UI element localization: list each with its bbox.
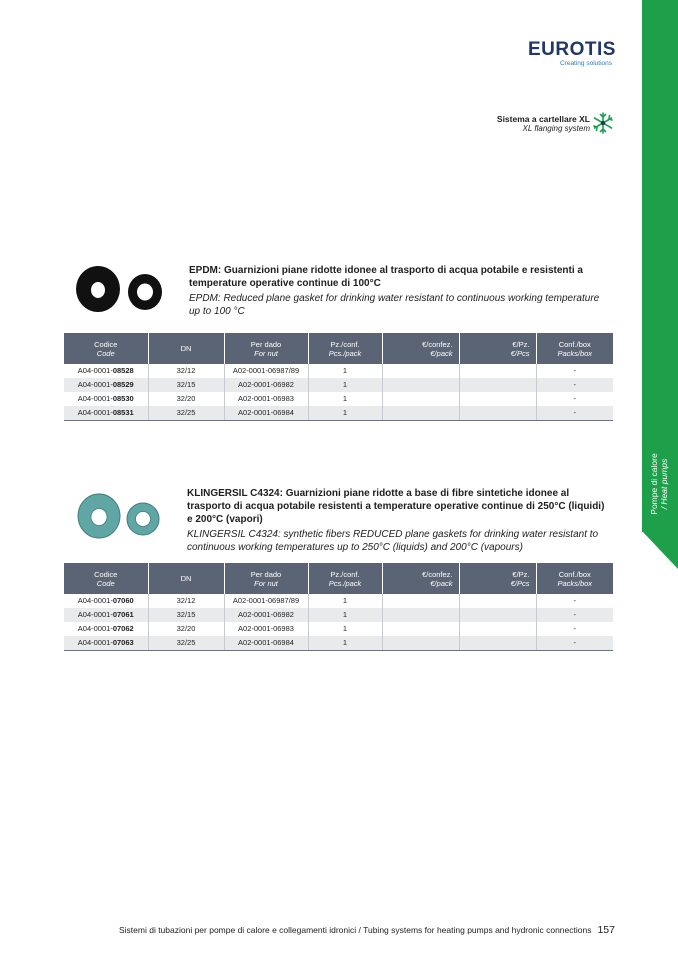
- klingersil-gasket-image: [76, 492, 162, 542]
- section-klingersil-title-en: KLINGERSIL C4324: synthetic fibers REDUCED plane gaskets for drinking water resistant to continuous working temperatures up to 250°C (liquids) and 200°C (vapours): [187, 529, 599, 553]
- cell-code: A04-0001-07062: [64, 622, 148, 636]
- section-klingersil-description: [187, 487, 607, 554]
- cell-box: -: [536, 378, 613, 392]
- side-tab-line1: Pompe di calore: [649, 453, 659, 515]
- system-title-en: XL flanging system: [522, 124, 590, 133]
- header-code: Codice Code: [64, 333, 148, 364]
- cell-nut: A02-0001-06982: [224, 608, 308, 622]
- cell-pcs: 1: [308, 608, 382, 622]
- cell-eur-pack: [382, 636, 459, 651]
- cell-eur-pack: [382, 364, 459, 378]
- cell-dn: 32/12: [148, 364, 224, 378]
- cell-dn: 32/20: [148, 392, 224, 406]
- cell-eur-pack: [382, 622, 459, 636]
- cell-pcs: 1: [308, 636, 382, 651]
- header-eur-pcs: €/Pz. €/Pcs: [459, 563, 536, 594]
- cell-dn: 32/20: [148, 622, 224, 636]
- cell-nut: A02-0001-06984: [224, 406, 308, 421]
- snowflake-sun-icon: [591, 111, 615, 135]
- cell-code: A04-0001-07061: [64, 608, 148, 622]
- cell-pcs: 1: [308, 378, 382, 392]
- header-code: Codice Code: [64, 563, 148, 594]
- cell-eur-pcs: [459, 392, 536, 406]
- cell-eur-pcs: [459, 364, 536, 378]
- footer-text: Sistemi di tubazioni per pompe di calore e collegamenti idronici / Tubing systems for heating pumps and hydronic connections: [118, 925, 592, 935]
- side-tab-label: [629, 453, 678, 515]
- cell-nut: A02-0001-06983: [224, 392, 308, 406]
- cell-eur-pcs: [459, 594, 536, 608]
- system-title-it: Sistema a cartellare XL: [496, 114, 590, 124]
- header-packs-box: Conf./box Packs/box: [536, 333, 613, 364]
- brand-logo: [528, 40, 616, 70]
- cell-code: A04-0001-08529: [64, 378, 148, 392]
- brand-tagline: Creating solutions: [559, 60, 612, 67]
- cell-eur-pack: [382, 392, 459, 406]
- cell-eur-pack: [382, 406, 459, 421]
- header-eur-pack: €/confez. €/pack: [382, 333, 459, 364]
- cell-dn: 32/15: [148, 608, 224, 622]
- table-row: [64, 406, 613, 421]
- table-row: [64, 364, 613, 378]
- cell-code: A04-0001-08528: [64, 364, 148, 378]
- cell-eur-pcs: [459, 378, 536, 392]
- epdm-gasket-image: [74, 262, 164, 314]
- cell-eur-pcs: [459, 622, 536, 636]
- cell-pcs: 1: [308, 364, 382, 378]
- cell-nut: A02-0001-06984: [224, 636, 308, 651]
- epdm-product-table: [64, 333, 613, 421]
- cell-eur-pcs: [459, 406, 536, 421]
- header-packs-box: Conf./box Packs/box: [536, 563, 613, 594]
- header-for-nut: Per dado For nut: [224, 333, 308, 364]
- header-pcs-pack: Pz./conf. Pcs./pack: [308, 563, 382, 594]
- side-tab-tip: [642, 531, 678, 569]
- cell-box: -: [536, 608, 613, 622]
- cell-box: -: [536, 636, 613, 651]
- klingersil-product-table: [64, 563, 613, 651]
- table-row: [64, 608, 613, 622]
- cell-pcs: 1: [308, 594, 382, 608]
- cell-eur-pcs: [459, 636, 536, 651]
- cell-dn: 32/25: [148, 636, 224, 651]
- cell-pcs: 1: [308, 622, 382, 636]
- section-epdm-description: [189, 264, 601, 318]
- cell-box: -: [536, 406, 613, 421]
- cell-eur-pack: [382, 594, 459, 608]
- table-row: [64, 636, 613, 651]
- cell-nut: A02-0001-06987/89: [224, 364, 308, 378]
- cell-box: -: [573, 394, 576, 403]
- header-eur-pcs: €/Pz. €/Pcs: [459, 333, 536, 364]
- table-header-row: [64, 563, 613, 594]
- page-footer: [60, 924, 615, 936]
- header-dn: DN: [148, 563, 224, 594]
- table-row: [64, 378, 613, 392]
- cell-box: -: [573, 366, 576, 375]
- system-label: [470, 114, 590, 134]
- header-for-nut: Per dado For nut: [224, 563, 308, 594]
- brand-name: EUROTIS: [528, 39, 616, 60]
- table-header-row: [64, 333, 613, 364]
- cell-code: A04-0001-07063: [64, 636, 148, 651]
- cell-code: A04-0001-07060: [64, 594, 148, 608]
- page-number: 157: [597, 924, 615, 936]
- cell-dn: 32/25: [148, 406, 224, 421]
- cell-box: -: [573, 624, 576, 633]
- cell-box: -: [573, 596, 576, 605]
- cell-eur-pack: [382, 608, 459, 622]
- cell-nut: A02-0001-06982: [224, 378, 308, 392]
- table-row: [64, 622, 613, 636]
- cell-eur-pcs: [459, 608, 536, 622]
- cell-pcs: 1: [308, 392, 382, 406]
- section-epdm-title-en: EPDM: Reduced plane gasket for drinking water resistant to continuous working temperature up to 100 °C: [189, 293, 600, 317]
- section-klingersil-title-it: KLINGERSIL C4324: Guarnizioni piane ridotte a base di fibre sintetiche idonee al trasporto di acqua potabile resistenti a temperature operative continue di 250°C (liquidi) e 200°C (vapori): [187, 488, 605, 525]
- section-epdm-title-it: EPDM: Guarnizioni piane ridotte idonee al trasporto di acqua potabile e resistenti a temperature operative continue di 100°C: [189, 265, 583, 289]
- cell-dn: 32/12: [148, 594, 224, 608]
- cell-code: A04-0001-08530: [64, 392, 148, 406]
- cell-dn: 32/15: [148, 378, 224, 392]
- side-tab-line2: / Heat pumps: [659, 458, 669, 510]
- table-row: [64, 594, 613, 608]
- cell-eur-pack: [382, 378, 459, 392]
- table-row: [64, 392, 613, 406]
- cell-code: A04-0001-08531: [64, 406, 148, 421]
- cell-nut: A02-0001-06983: [224, 622, 308, 636]
- header-eur-pack: €/confez. €/pack: [382, 563, 459, 594]
- header-dn: DN: [148, 333, 224, 364]
- cell-nut: A02-0001-06987/89: [224, 594, 308, 608]
- header-pcs-pack: Pz./conf. Pcs./pack: [308, 333, 382, 364]
- cell-pcs: 1: [308, 406, 382, 421]
